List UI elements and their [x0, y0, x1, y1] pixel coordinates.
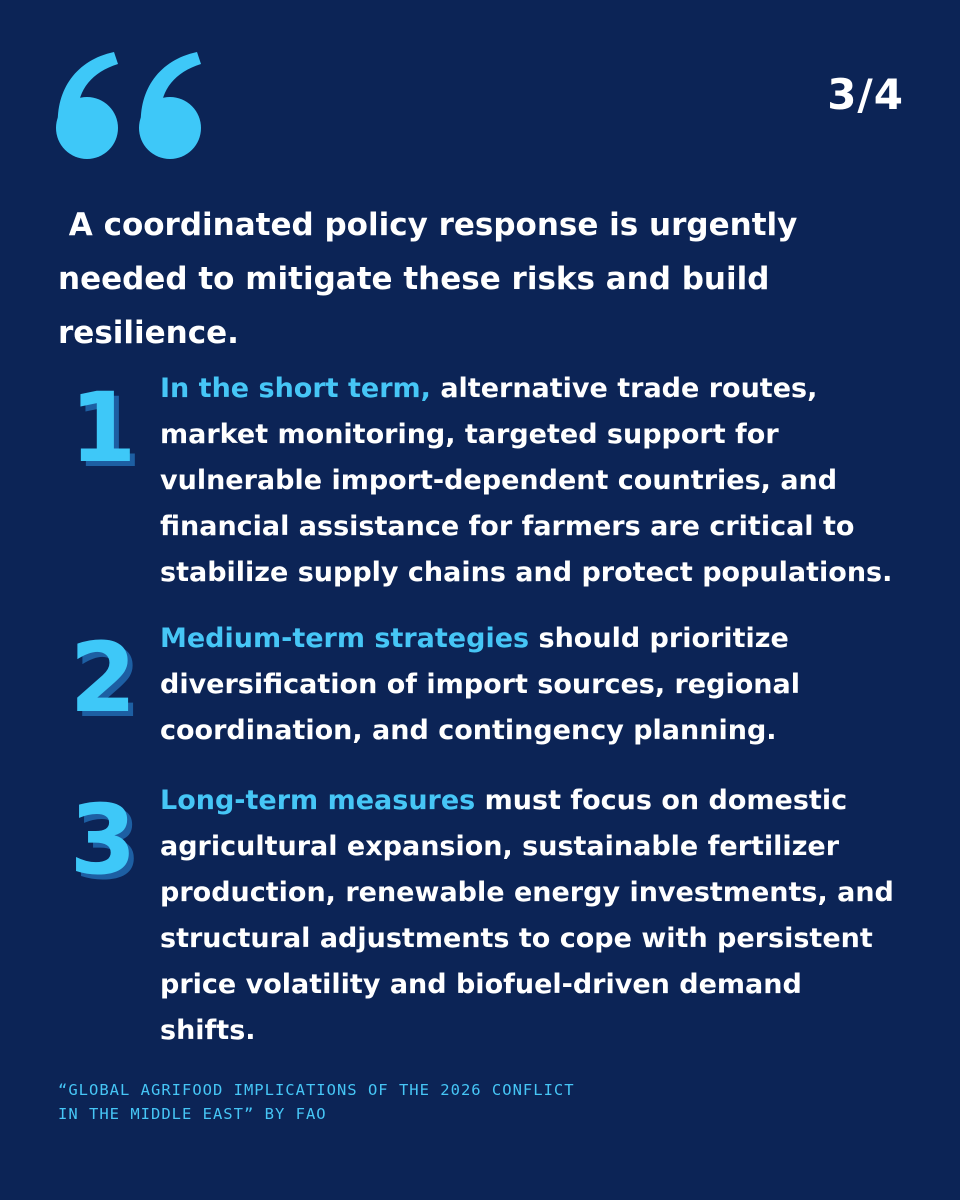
- point-number-3: 3: [69, 784, 137, 896]
- point-number-2: 2: [69, 622, 137, 734]
- quote-icon: [52, 50, 208, 162]
- point-body-2: should prioritize diversification of import sources, regional coordination, and contingency planning.: [160, 623, 800, 746]
- intro-text: [58, 198, 878, 360]
- point-highlight-1: In the short term,: [160, 373, 431, 404]
- intro-statement: A coordinated policy response is urgently needed to mitigate these risks and build resilience.: [58, 207, 798, 351]
- point-body-1: alternative trade routes, market monitoring, targeted support for vulnerable import-dependent countries, and financial assistance for farmers are critical to stabilize supply chains and protect populations.: [160, 373, 893, 588]
- point-number-1: 1: [69, 372, 137, 484]
- page-counter: 3/4: [827, 70, 904, 119]
- point-body-3: must focus on domestic agricultural expansion, sustainable fertilizer production, renewable energy investments, and structural adjustments to cope with persistent price volatility and biofuel-driven demand shifts.: [160, 785, 894, 1046]
- point-highlight-3: Long-term measures: [160, 785, 476, 816]
- source-line-2: IN THE MIDDLE EAST” BY FAO: [58, 1105, 327, 1123]
- point-text-2: [160, 616, 900, 754]
- source-line-1: “GLOBAL AGRIFOOD IMPLICATIONS OF THE 2026 CONFLICT: [58, 1081, 575, 1099]
- source-citation: [58, 1078, 758, 1126]
- point-text-3: [160, 778, 900, 1054]
- point-text-1: [160, 366, 900, 596]
- point-highlight-2: Medium-term strategies: [160, 623, 530, 654]
